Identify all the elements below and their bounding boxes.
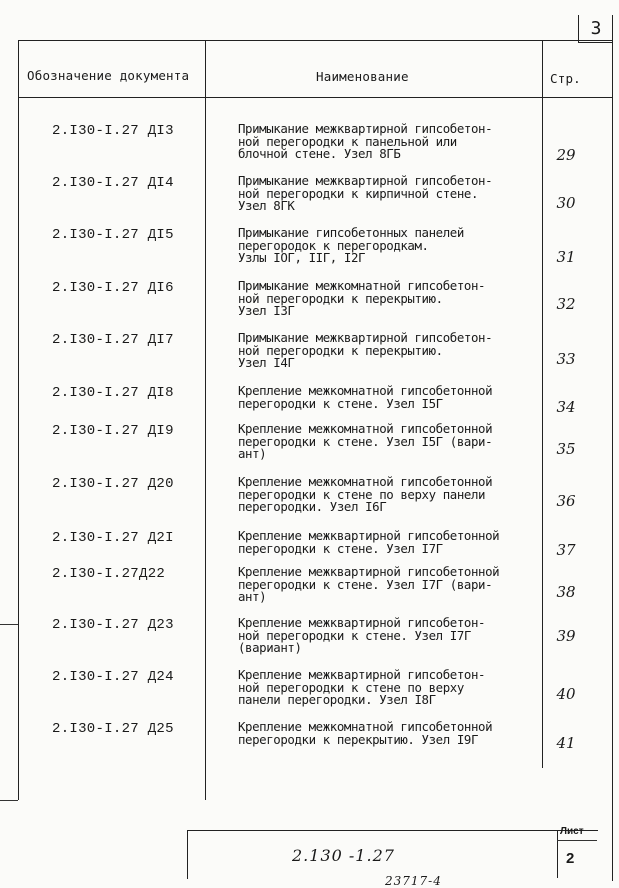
header-name: Наименование [316, 69, 409, 84]
document-title: Примыкание межквартирной гипсобетон- ной перегородки к кирпичной стене. Узел 8ГК [238, 173, 493, 214]
page-ref: 30 [556, 194, 576, 212]
document-code: 2.I30-I.27 ДI5 [52, 227, 174, 243]
document-code: 2.I30-I.27 Д20 [52, 476, 174, 492]
document-title: Крепление межкомнатной гипсобетонной перегородки к перекрытию. Узел I9Г [238, 719, 493, 747]
header-page: Стр. [550, 71, 581, 86]
column-divider-1 [205, 40, 206, 800]
document-code: 2.I30-I.27 ДI7 [52, 332, 174, 348]
document-code: 2.I30-I.27 Д23 [52, 617, 174, 633]
document-title: Крепление межквартирной гипсобетон- ной перегородки к стене. Узел I7Г (вариант) [238, 615, 486, 656]
sheet-label: Лист [560, 826, 584, 837]
document-title: Примыкание межквартирной гипсобетон- ной перегородки к перекрытию. Узел I4Г [238, 330, 493, 371]
document-title: Крепление межквартирной гипсобетон- ной перегородки к стене по верху панели перегородки. Узел I8Г [238, 667, 486, 708]
document-code: 2.I30-I.27 Д2I [52, 530, 174, 546]
page-ref: 33 [556, 350, 576, 368]
header-bottom-border [18, 97, 613, 98]
page-ref: 40 [556, 685, 576, 703]
document-title: Крепление межквартирной гипсобетонной перегородки к стене. Узел I7Г [238, 528, 500, 556]
document-code: 2.I30-I.27 ДI3 [52, 123, 174, 139]
document-title: Крепление межкомнатной гипсобетонной перегородки к стене. Узел I5Г [238, 383, 493, 411]
stamp-document-code: 2.130 -1.27 [292, 846, 395, 865]
document-code: 2.I30-I.27Д22 [52, 566, 166, 582]
left-margin-mark-1 [0, 624, 18, 625]
left-margin-mark-2 [0, 800, 18, 801]
document-title: Примыкание межквартирной гипсобетон- ной перегородки к панельной или блочной стене. Узел 8ГБ [238, 121, 493, 162]
page-ref: 29 [556, 146, 576, 164]
title-block-sheet-divider [557, 840, 597, 841]
document-title: Примыкание межкомнатной гипсобетон- ной перегородки к перекрытию. Узел I3Г [238, 278, 486, 319]
document-title: Крепление межкомнатной гипсобетонной перегородки к стене. Узел I5Г (вари- ант) [238, 421, 493, 462]
document-code: 2.I30-I.27 ДI8 [52, 385, 174, 401]
page-ref: 36 [556, 492, 576, 510]
document-title: Крепление межквартирной гипсобетонной перегородки к стене. Узел I7Г (вари- ант) [238, 564, 500, 605]
page-ref: 38 [556, 583, 576, 601]
page-ref: 35 [556, 440, 576, 458]
inventory-number: 23717-4 [385, 874, 442, 888]
document-code: 2.I30-I.27 ДI6 [52, 280, 174, 296]
right-border [612, 15, 613, 881]
left-border [18, 40, 19, 800]
document-code: 2.I30-I.27 Д24 [52, 669, 174, 685]
document-code: 2.I30-I.27 Д25 [52, 721, 174, 737]
page-ref: 34 [556, 398, 576, 416]
page-ref: 32 [556, 295, 576, 313]
document-title: Примыкание гипсобетонных панелей перегородок к перегородкам. Узлы IОГ, IIГ, I2Г [238, 225, 464, 266]
header-designation: Обозначение документа [27, 68, 190, 83]
document-title: Крепление межкомнатной гипсобетонной перегородки к стене по верху панели перегородки. Узел I6Г [238, 474, 493, 515]
page-ref: 31 [556, 248, 576, 266]
top-border [18, 40, 613, 41]
document-code: 2.I30-I.27 ДI4 [52, 175, 174, 191]
page-ref: 37 [556, 541, 576, 559]
page-ref: 39 [556, 627, 576, 645]
page-number: 3 [578, 15, 613, 43]
title-block-divider [557, 830, 558, 878]
sheet-number: 2 [566, 850, 575, 867]
page-ref: 41 [556, 734, 576, 752]
document-code: 2.I30-I.27 ДI9 [52, 423, 174, 439]
